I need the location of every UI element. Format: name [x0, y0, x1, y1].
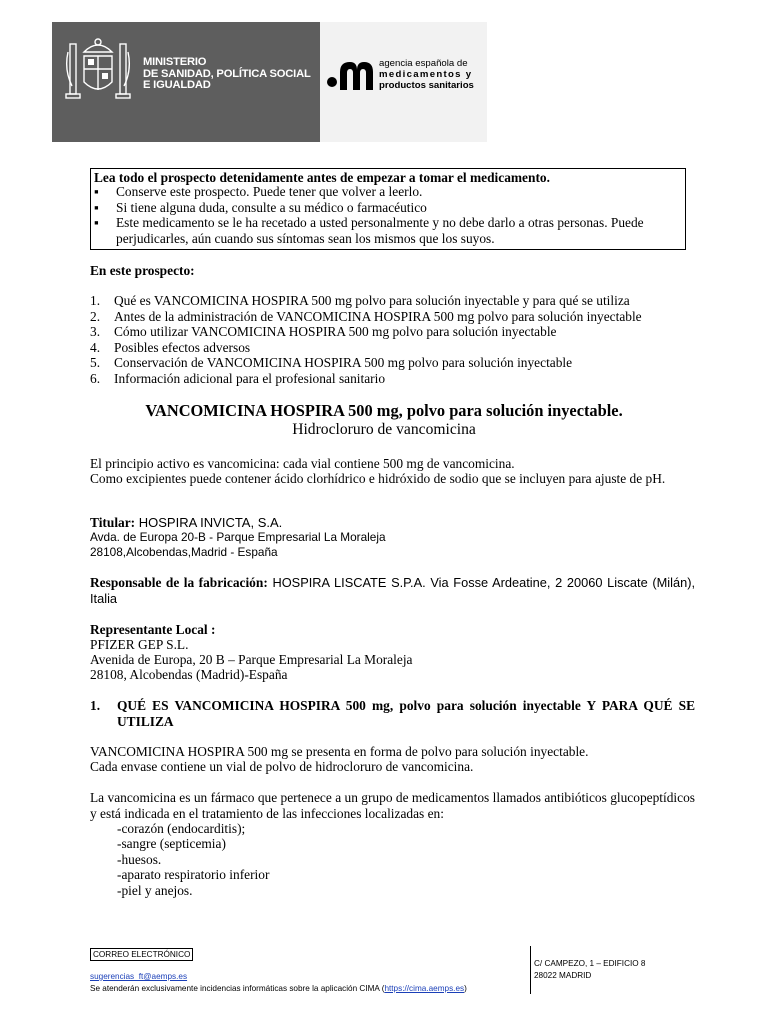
toc-text: Antes de la administración de VANCOMICINA HOSPIRA 500 mg polvo para solución inyectable: [114, 308, 642, 324]
local-rep-line: 28108, Alcobendas (Madrid)-España: [90, 667, 288, 682]
toc-number: 3.: [90, 324, 101, 340]
footer-divider: [530, 946, 531, 994]
bullet-icon: ▪: [94, 215, 99, 231]
warning-text: Conserve este prospecto. Puede tener que volver a leerlo.: [116, 184, 423, 199]
toc-number: 1.: [90, 293, 101, 308]
agency-line: agencia española de: [379, 58, 468, 69]
coat-of-arms-icon: [64, 30, 132, 110]
section-paragraph: VANCOMICINA HOSPIRA 500 mg se presenta en forma de polvo para solución inyectable.: [90, 744, 589, 759]
section-heading: QUÉ ES VANCOMICINA HOSPIRA 500 mg, polvo para solución inyectable Y PARA QUÉ SE UTILIZA: [117, 698, 695, 729]
toc-text: Cómo utilizar VANCOMICINA HOSPIRA 500 mg polvo para solución inyectable: [114, 324, 557, 340]
local-rep-line: Avenida de Europa, 20 B – Parque Empresarial La Moraleja: [90, 652, 413, 667]
agency-line: medicamentos y: [379, 69, 473, 80]
footer-note-text: ): [464, 984, 467, 993]
holder-label: Titular:: [90, 515, 136, 530]
product-subtitle: Hidrocloruro de vancomicina: [292, 421, 476, 438]
toc-text: Conservación de VANCOMICINA HOSPIRA 500 mg polvo para solución inyectable: [114, 355, 573, 371]
bullet-icon: ▪: [94, 199, 99, 215]
holder-address: Avda. de Europa 20-B - Parque Empresarial La Moraleja: [90, 530, 386, 544]
warning-text: Si tiene alguna duda, consulte a su médico o farmacéutico: [116, 199, 427, 215]
list-item: [91, 200, 685, 216]
section-number: 1.: [90, 698, 101, 713]
ministry-line: DE SANIDAD, POLÍTICA SOCIAL: [143, 67, 311, 80]
local-rep-line: PFIZER GEP S.L.: [90, 637, 189, 652]
leaflet-warning-box: [90, 168, 686, 250]
product-title: VANCOMICINA HOSPIRA 500 mg, polvo para solución inyectable.: [145, 401, 623, 420]
local-rep-label: Representante Local :: [90, 622, 216, 637]
email-link[interactable]: sugerencias_ft@aemps.es: [90, 972, 188, 981]
toc-item: [90, 355, 642, 371]
list-item: [91, 184, 685, 200]
footer-note-text: Se atenderán exclusivamente incidencias informáticas sobre la aplicación CIMA (: [90, 984, 385, 993]
ministry-line: MINISTERIO: [143, 56, 207, 68]
ministry-line: E IGUALDAD: [143, 79, 211, 91]
warning-text: Este medicamento se le ha recetado a usted personalmente y no debe darlo a otras personas. Puede perjudicarles, aún cuando sus síntomas sean los mismos que los suyos.: [116, 215, 644, 246]
warning-title: Lea todo el prospecto detenidamente antes de empezar a tomar el medicamento.: [94, 170, 550, 185]
agency-name: [379, 58, 474, 91]
list-item: -aparato respiratorio inferior: [117, 867, 270, 882]
toc-number: 4.: [90, 339, 101, 355]
bullet-icon: ▪: [94, 184, 99, 199]
toc-item: [90, 309, 642, 325]
holder-name: HOSPIRA INVICTA, S.A.: [135, 515, 283, 530]
list-item: -piel y anejos.: [117, 883, 193, 898]
toc-number: 5.: [90, 355, 101, 371]
holder-row: [90, 515, 282, 531]
cima-link[interactable]: https://cima.aemps.es: [384, 984, 465, 993]
holder-address: 28108,Alcobendas,Madrid - España: [90, 545, 278, 559]
section-paragraph: Cada envase contiene un vial de polvo de hidrocloruro de vancomicina.: [90, 759, 474, 774]
toc-text: Qué es VANCOMICINA HOSPIRA 500 mg polvo para solución inyectable y para qué se utiliza: [114, 293, 630, 308]
footer-note: [90, 983, 467, 994]
toc-item: [90, 324, 642, 340]
toc-list: [90, 293, 642, 387]
aemps-logo-icon: [326, 58, 374, 92]
manufacturer-label: Responsable de la fabricación:: [90, 575, 268, 590]
footer-address: 28022 MADRID: [534, 971, 592, 980]
manufacturer-paragraph: [90, 575, 695, 606]
manufacturer-text: HOSPIRA LISCATE S.P.A. Via Fosse Ardeatine, 2 20060 Liscate (Milán), Italia: [90, 575, 696, 606]
list-item: -corazón (endocarditis);: [117, 821, 246, 836]
list-item: [91, 215, 685, 246]
toc-item: [90, 371, 642, 387]
toc-item: [90, 293, 642, 309]
list-item: -huesos.: [117, 852, 162, 867]
agency-line: productos sanitarios: [379, 80, 474, 91]
list-item: -sangre (septicemia): [117, 836, 226, 851]
toc-text: Información adicional para el profesional sanitario: [114, 370, 386, 386]
composition-active: El principio activo es vancomicina: cada vial contiene 500 mg de vancomicina.: [90, 456, 515, 471]
toc-number: 6.: [90, 370, 101, 386]
warning-list: [91, 184, 685, 246]
email-label-box: CORREO ELECTRÓNICO: [90, 948, 193, 961]
ministry-name: [143, 57, 311, 92]
toc-text: Posibles efectos adversos: [114, 339, 251, 355]
toc-item: [90, 340, 642, 356]
section-paragraph: La vancomicina es un fármaco que pertenece a un grupo de medicamentos llamados antibióticos glucopeptídicos y está indicada en el tratamiento de las infecciones localizadas en:: [90, 790, 695, 821]
composition-excipients: Como excipientes puede contener ácido clorhídrico e hidróxido de sodio que se incluyen para ajuste de pH.: [90, 471, 666, 486]
footer-address: C/ CAMPEZO, 1 – EDIFICIO 8: [534, 959, 646, 968]
toc-number: 2.: [90, 308, 101, 324]
toc-heading: En este prospecto:: [90, 263, 195, 278]
footer-email[interactable]: [90, 971, 187, 982]
